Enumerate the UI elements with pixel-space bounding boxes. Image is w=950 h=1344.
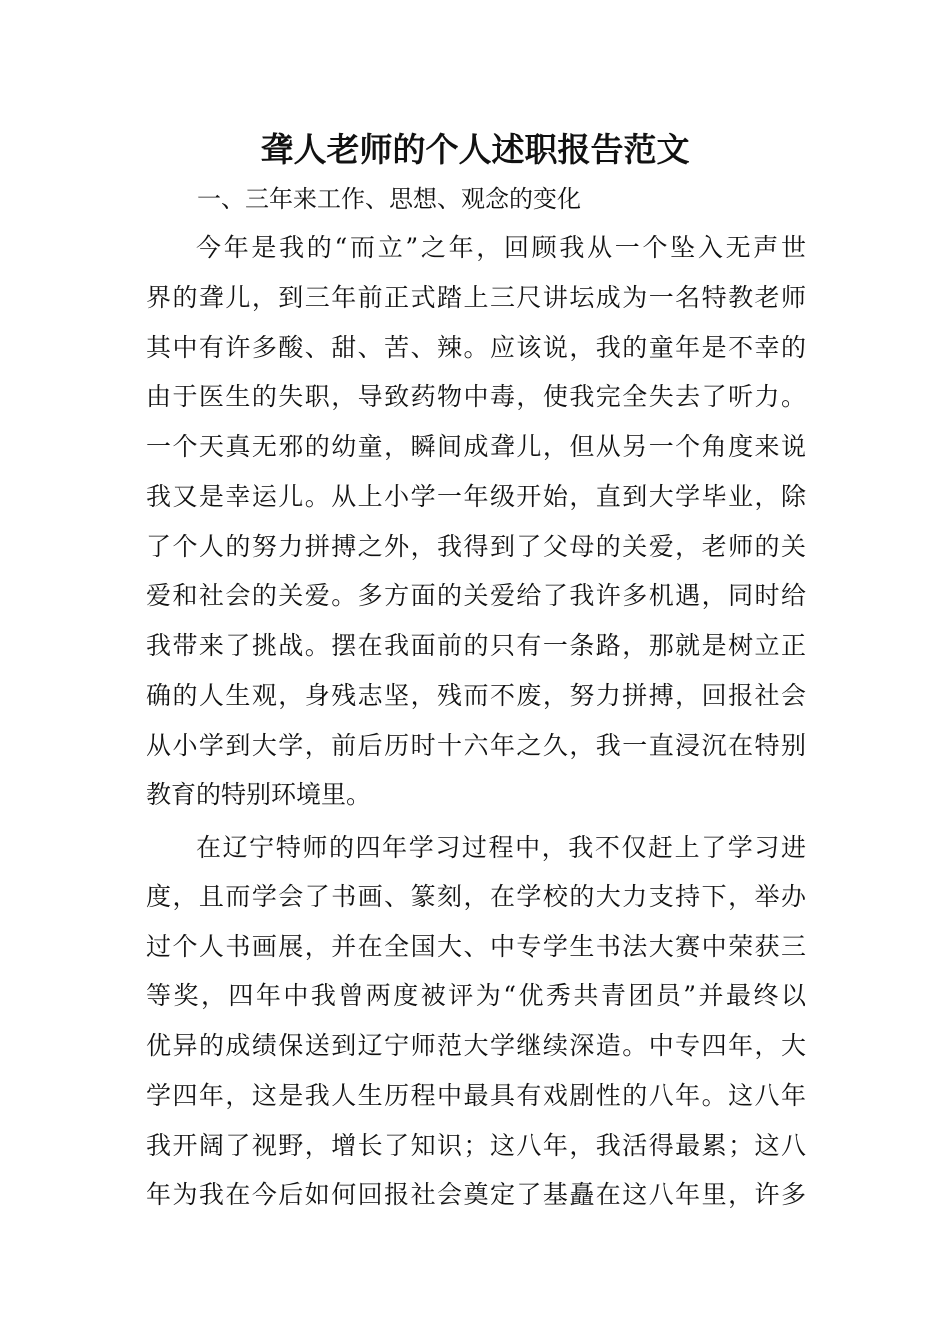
document-title: 聋人老师的个人述职报告范文 [260, 130, 690, 169]
paragraph-1-line: 教育的特别环境里。 [146, 780, 372, 809]
paragraph-2-line: 学四年，这是我人生历程中最具有戏剧性的八年。这八年 [146, 1081, 806, 1110]
paragraph-1-line: 我又是幸运儿。从上小学一年级开始，直到大学毕业，除 [146, 482, 806, 511]
paragraph-1-line: 从小学到大学，前后历时十六年之久，我一直浸沉在特别 [146, 731, 806, 760]
paragraph-1-line: 我带来了挑战。摆在我面前的只有一条路，那就是树立正 [146, 631, 806, 660]
paragraph-2-line: 我开阔了视野，增长了知识；这八年，我活得最累；这八 [146, 1131, 806, 1160]
paragraph-2-line: 度，且而学会了书画、篆刻，在学校的大力支持下，举办 [146, 882, 806, 911]
paragraph-2-line: 在辽宁特师的四年学习过程中，我不仅赶上了学习进 [196, 833, 806, 862]
paragraph-2-line: 过个人书画展，并在全国大、中专学生书法大赛中荣获三 [146, 932, 806, 961]
paragraph-1-line: 爱和社会的关爱。多方面的关爱给了我许多机遇，同时给 [146, 581, 806, 610]
paragraph-1-line: 界的聋儿，到三年前正式踏上三尺讲坛成为一名特教老师 [146, 283, 806, 312]
paragraph-1-line: 了个人的努力拼搏之外，我得到了父母的关爱，老师的关 [146, 532, 806, 561]
paragraph-2-line: 优异的成绩保送到辽宁师范大学继续深造。中专四年，大 [146, 1031, 806, 1060]
paragraph-1-line: 一个天真无邪的幼童，瞬间成聋儿，但从另一个角度来说 [146, 432, 806, 461]
paragraph-1-line: 由于医生的失职，导致药物中毒，使我完全失去了听力。 [146, 382, 806, 411]
paragraph-1-line: 今年是我的“而立”之年，回顾我从一个坠入无声世 [196, 233, 806, 262]
paragraph-1-line: 其中有许多酸、甜、苦、辣。应该说，我的童年是不幸的 [146, 333, 806, 362]
paragraph-2-line: 年为我在今后如何回报社会奠定了基矗在这八年里，许多 [146, 1180, 806, 1209]
section-heading: 一、三年来工作、思想、观念的变化 [197, 185, 581, 213]
paragraph-2-line: 等奖，四年中我曾两度被评为“优秀共青团员”并最终以 [146, 981, 806, 1010]
paragraph-1-line: 确的人生观，身残志坚，残而不废，努力拼搏，回报社会 [146, 681, 806, 710]
